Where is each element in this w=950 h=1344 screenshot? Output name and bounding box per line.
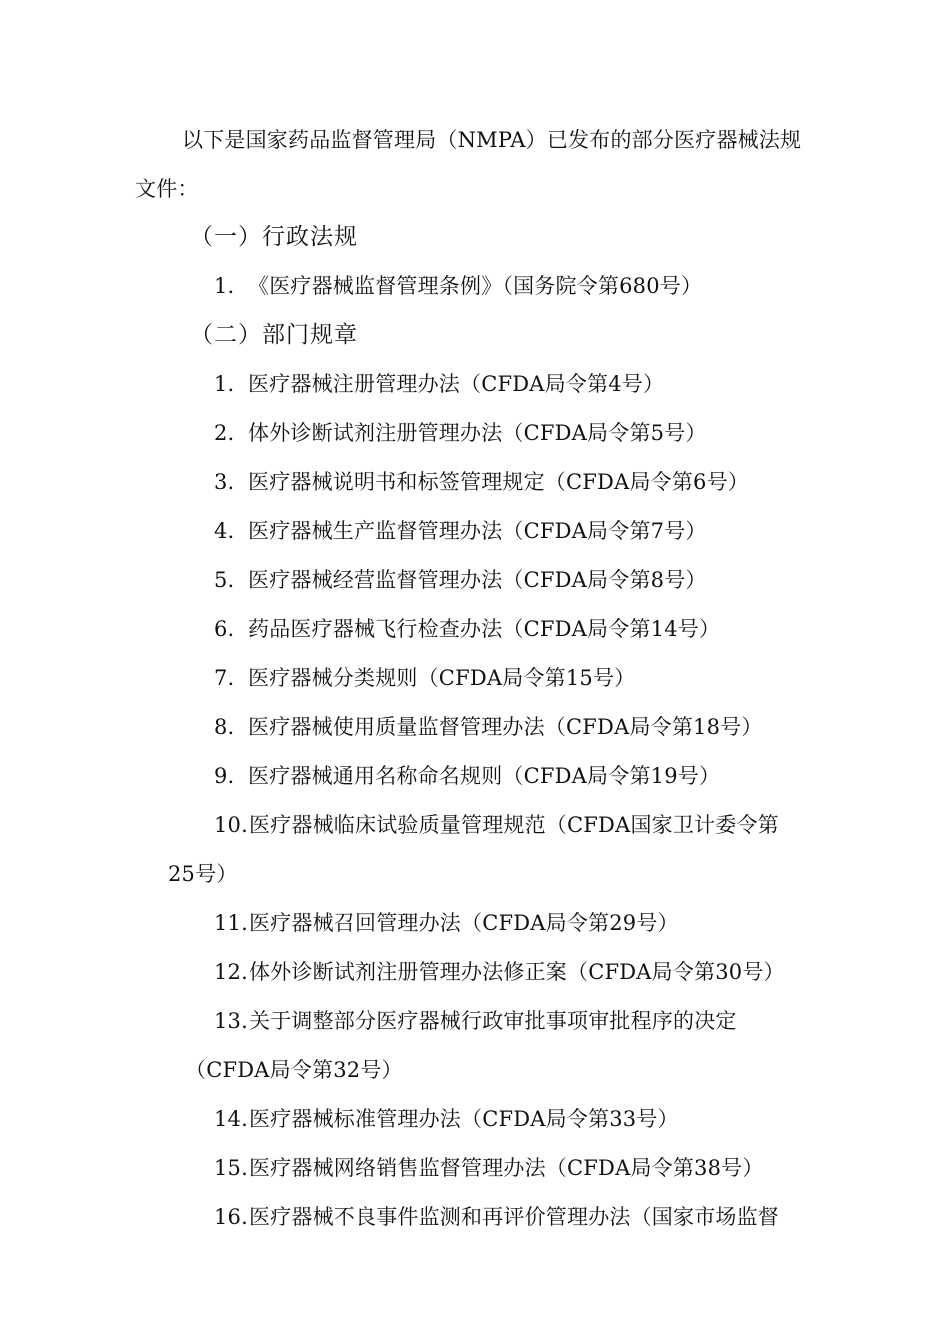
- list-item-text: 医疗器械标准管理办法（CFDA局令第33号）: [249, 1107, 679, 1131]
- list-item-number: 11.: [214, 911, 248, 935]
- list-item-number: 8.: [214, 715, 235, 739]
- list-item: [214, 714, 763, 740]
- list-item-text: 医疗器械分类规则（CFDA局令第15号）: [248, 666, 636, 690]
- list-item-number: 7.: [214, 666, 235, 690]
- list-item-number: 9.: [214, 764, 235, 788]
- list-item: [214, 1106, 679, 1132]
- list-item: [214, 1008, 737, 1034]
- list-item-number: 15.: [214, 1156, 248, 1180]
- list-item-text: 医疗器械注册管理办法（CFDA局令第4号）: [248, 372, 665, 396]
- list-item-number: 4.: [214, 519, 235, 543]
- list-item-text: 《医疗器械监督管理条例》（国务院令第680号）: [248, 274, 703, 298]
- list-item-number: 13.: [214, 1009, 248, 1033]
- list-item: [214, 665, 635, 691]
- list-item: [214, 1155, 764, 1181]
- intro-line-1: 以下是国家药品监督管理局（NMPA）已发布的部分医疗器械法规: [182, 128, 802, 152]
- list-item: [214, 812, 779, 838]
- list-item-number: 1.: [214, 274, 235, 298]
- list-item-text: 医疗器械经营监督管理办法（CFDA局令第8号）: [248, 568, 707, 592]
- list-item: [214, 616, 720, 642]
- list-item: [214, 567, 707, 593]
- list-item: [214, 273, 702, 299]
- list-item-text: 药品医疗器械飞行检查办法（CFDA局令第14号）: [248, 617, 721, 641]
- list-item-text: 医疗器械网络销售监督管理办法（CFDA局令第38号）: [249, 1156, 764, 1180]
- list-item-text: 医疗器械不良事件监测和再评价管理办法（国家市场监督: [249, 1205, 779, 1229]
- list-item-number: 3.: [214, 470, 235, 494]
- list-item-text: 体外诊断试剂注册管理办法修正案（CFDA局令第30号）: [249, 960, 785, 984]
- list-item: [214, 420, 707, 446]
- list-item-text: 关于调整部分医疗器械行政审批事项审批程序的决定: [249, 1009, 737, 1033]
- list-item-number: 2.: [214, 421, 235, 445]
- list-item-text: 医疗器械临床试验质量管理规范（CFDA国家卫计委令第: [249, 813, 779, 837]
- list-item-text: 体外诊断试剂注册管理办法（CFDA局令第5号）: [248, 421, 707, 445]
- list-item-continuation: （CFDA局令第32号）: [185, 1058, 403, 1082]
- list-item-number: 12.: [214, 960, 248, 984]
- list-item-continuation: 25号）: [168, 862, 238, 886]
- list-item-text: 医疗器械通用名称命名规则（CFDA局令第19号）: [248, 764, 721, 788]
- section-heading-administrative-regulations: （一）行政法规: [190, 224, 358, 250]
- list-item: [214, 371, 664, 397]
- list-item-text: 医疗器械使用质量监督管理办法（CFDA局令第18号）: [248, 715, 763, 739]
- intro-line-2: 文件：: [135, 177, 199, 201]
- list-item: [214, 518, 707, 544]
- list-item: [214, 910, 679, 936]
- list-item-text: 医疗器械说明书和标签管理规定（CFDA局令第6号）: [248, 470, 750, 494]
- list-item: [214, 959, 785, 985]
- list-item: [214, 1204, 779, 1230]
- list-item-number: 10.: [214, 813, 248, 837]
- list-item: [214, 469, 749, 495]
- list-item-text: 医疗器械召回管理办法（CFDA局令第29号）: [249, 911, 679, 935]
- section-heading-departmental-rules: （二）部门规章: [190, 322, 358, 348]
- list-item-number: 1.: [214, 372, 235, 396]
- list-item: [214, 763, 720, 789]
- list-item-text: 医疗器械生产监督管理办法（CFDA局令第7号）: [248, 519, 707, 543]
- list-item-number: 14.: [214, 1107, 248, 1131]
- list-item-number: 6.: [214, 617, 235, 641]
- list-item-number: 16.: [214, 1205, 248, 1229]
- list-item-number: 5.: [214, 568, 235, 592]
